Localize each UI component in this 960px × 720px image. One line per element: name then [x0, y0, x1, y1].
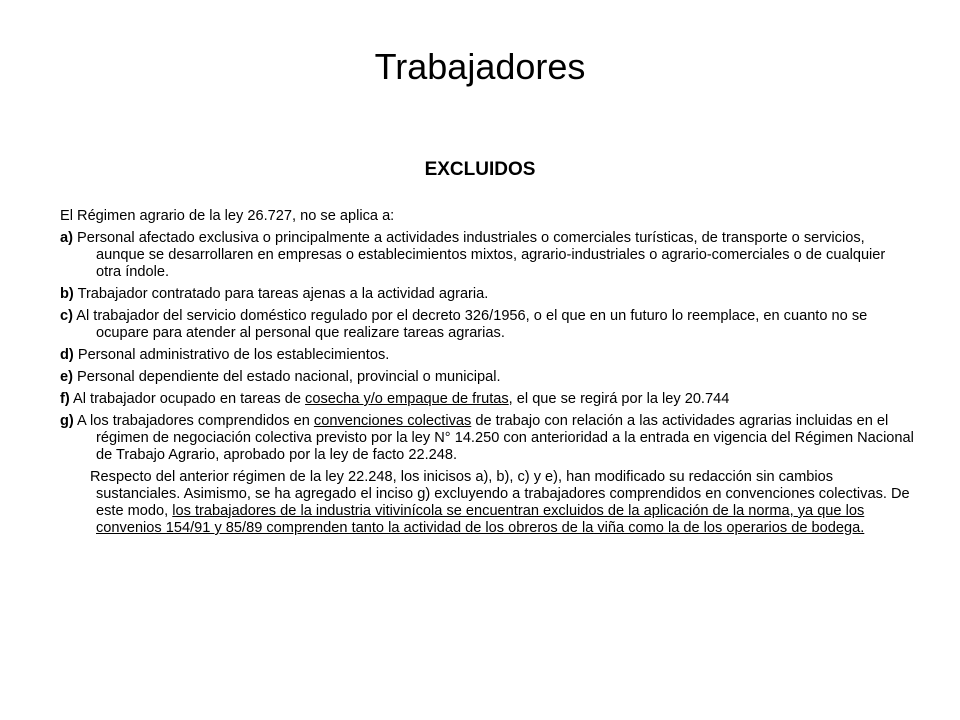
underlined-text: convenciones colectivas	[313, 413, 472, 429]
item-text: Personal administrativo de los establecimientos.	[73, 347, 390, 363]
item-text: Al trabajador del servicio doméstico regulado por el decreto 326/1956, o el que en un futuro lo reemplace, en cuanto no se ocupare para atender al personal que realizare tareas agrarias.	[72, 308, 868, 341]
closing-paragraph	[60, 469, 914, 537]
item-text: Personal dependiente del estado nacional, provincial o municipal.	[72, 369, 501, 385]
item-text: Al trabajador ocupado en tareas de	[69, 391, 306, 407]
closing-text: Respecto del anterior régimen de la ley 22.248, los inicisos a), b), c) y e), han modificado su redacción sin cambios sustanciales. Asimismo, se ha agregado el inciso g) excluyendo a trabajadores comprendidos en convenciones colectivas. De este modo,	[90, 469, 910, 519]
section-heading: EXCLUIDOS	[424, 159, 536, 180]
list-item-b	[60, 286, 914, 303]
item-text: de trabajo con relación a las actividades agrarias incluidas en el régimen de negociación colectiva previsto por la ley N° 14.250 con anterioridad a la entrada en vigencia del Régimen Nacional de Trabajo Agrario, aprobado por la ley de facto 22.248.	[96, 413, 914, 463]
item-label: f)	[60, 391, 70, 407]
item-label: e)	[60, 369, 73, 385]
slide-title: Trabajadores	[374, 46, 586, 87]
list-item-d	[60, 347, 914, 364]
intro-text: El Régimen agrario de la ley 26.727, no se aplica a:	[60, 208, 395, 224]
list-item-f	[60, 391, 914, 408]
list-item-c	[60, 308, 914, 342]
item-label: d)	[60, 347, 74, 363]
item-label: g)	[60, 413, 74, 429]
item-text: Trabajador contratado para tareas ajenas a la actividad agraria.	[73, 286, 489, 302]
item-text: , el que se regirá por la ley 20.744	[508, 391, 730, 407]
list-item-a	[60, 230, 914, 281]
item-label: a)	[60, 230, 73, 246]
item-label: c)	[60, 308, 73, 324]
underlined-text: cosecha y/o empaque de frutas	[305, 391, 509, 407]
item-text: A los trabajadores comprendidos en	[73, 413, 314, 429]
list-item-g	[60, 413, 914, 464]
underlined-text: los trabajadores de la industria vitivinícola se encuentran excluidos de la aplicación de la norma, ya que los convenios 154/91 y 85/89 comprenden tanto la actividad de los obreros de la viña como la de los operarios de bodega.	[96, 503, 865, 536]
slide-body	[60, 208, 914, 537]
item-text: Personal afectado exclusiva o principalmente a actividades industriales o comerciales turísticas, de transporte o servicios, aunque se desarrollaren en empresas o establecimientos mixtos, agrario-industriales o agrario-comerciales o de cualquier otra índole.	[72, 230, 886, 280]
item-label: b)	[60, 286, 74, 302]
list-item-e	[60, 369, 914, 386]
